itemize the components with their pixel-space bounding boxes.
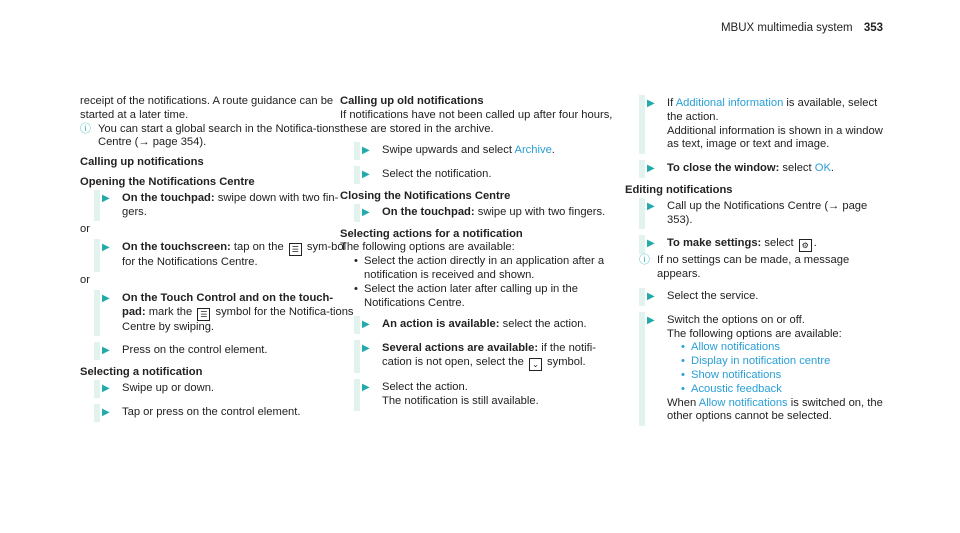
heading-actions: Selecting actions for a notification <box>340 227 523 240</box>
step-arrow-icon: ▶ <box>647 238 655 250</box>
step-close-touchpad: ▶ On the touchpad: swipe up with two fingers. <box>354 204 615 222</box>
step-select-notification: ▶ Select the notification. <box>354 166 615 184</box>
step-arrow-icon: ▶ <box>647 98 655 109</box>
column-3 <box>625 95 885 426</box>
step-call-up: ▶ Call up the Notifications Centre (→ page 353). <box>639 198 885 230</box>
option-show-notifications[interactable]: • Show notifications <box>681 369 885 383</box>
heading-calling-up: Calling up notifications <box>80 156 204 169</box>
step-arrow-icon: ▶ <box>647 163 655 175</box>
info-note: ⓘ If no settings can be made, a message appears. <box>639 254 850 281</box>
page-number: 353 <box>863 22 883 34</box>
step-switch-options: ▶ Switch the options on or off. The following options are available: • Allow notifications • Display in notification centre • Show notifications • Acoustic feedback When Allow notifications is switched on, the other options cannot be selected. <box>639 312 885 426</box>
step-archive: ▶ Swipe upwards and select Archive. <box>354 142 615 160</box>
or-label: or <box>80 223 90 236</box>
manual-title: MBUX multimedia system <box>720 22 853 34</box>
step-arrow-icon: ▶ <box>362 381 370 393</box>
step-arrow-icon: ▶ <box>102 382 110 394</box>
step-arrow-icon: ▶ <box>647 290 655 302</box>
step-arrow-icon: ▶ <box>102 242 110 254</box>
option-allow-notifications[interactable]: • Allow notifications <box>681 341 885 355</box>
allow-notifications-link[interactable]: Allow notifications <box>698 396 788 409</box>
column-2 <box>340 95 615 411</box>
step-arrow-icon: ▶ <box>102 192 110 204</box>
heading-old: Calling up old notifications <box>340 95 484 107</box>
step-touchscreen: ▶ On the touchscreen: tap on the ☰ sym-bol for the Notifications Centre. <box>94 239 355 272</box>
step-arrow-icon: ▶ <box>362 169 370 181</box>
expand-icon: ⌄ <box>529 358 542 371</box>
intro-text: receipt of the notifications. A route guidance can be started at a later time. <box>80 95 334 121</box>
list-item: • Select the action later after calling up in the Notifications Centre. <box>354 283 615 311</box>
notifications-centre-icon: ☰ <box>289 243 302 256</box>
step-press: ▶ Press on the control element. <box>94 342 355 360</box>
step-arrow-icon: ▶ <box>647 200 655 212</box>
column-1 <box>80 95 355 422</box>
option-display-in-centre[interactable]: • Display in notification centre <box>681 355 885 369</box>
step-tap: ▶ Tap or press on the control element. <box>94 404 355 422</box>
step-make-settings: ▶ To make settings: select ⚙ . <box>639 235 885 254</box>
step-swipe: ▶ Swipe up or down. <box>94 380 355 398</box>
info-note: ⓘ You can start a global search in the Notifica-tions Centre (→ page 354). <box>80 122 341 149</box>
notifications-centre-icon: ☰ <box>197 308 210 321</box>
archive-link[interactable]: Archive <box>514 144 552 157</box>
step-select-service: ▶ Select the service. <box>639 288 885 306</box>
step-arrow-icon: ▶ <box>102 292 110 304</box>
step-touch-control: ▶ On the Touch Control and on the touch-pad: mark the ☰ symbol for the Notifica-tions Centre by swiping. <box>94 290 355 337</box>
step-arrow-icon: ▶ <box>362 206 370 218</box>
info-icon: ⓘ <box>639 254 650 267</box>
step-arrow-icon: ▶ <box>362 343 370 355</box>
step-arrow-icon: ▶ <box>362 145 370 157</box>
additional-info-link[interactable]: Additional information <box>675 97 784 109</box>
heading-editing: Editing notifications <box>625 183 733 196</box>
heading-closing: Closing the Notifications Centre <box>340 189 511 202</box>
old-text: If notifications have not been called up after four hours, these are stored in the archive. <box>340 108 613 135</box>
actions-list <box>340 255 615 310</box>
step-additional-info: ▶ If Additional information is available, select the action. Additional information is shown in a window as text, image or text and image. <box>639 95 885 154</box>
options-list <box>667 341 885 396</box>
step-several-actions: ▶ Several actions are available: if the notifi-cation is not open, select the ⌄ symbol. <box>354 340 615 373</box>
gear-icon: ⚙ <box>799 239 812 252</box>
step-touchpad: ▶ On the touchpad: swipe down with two fin-gers. <box>94 190 355 222</box>
heading-opening: Opening the Notifications Centre <box>80 175 255 188</box>
info-icon: ⓘ <box>80 122 91 135</box>
heading-selecting: Selecting a notification <box>80 366 203 379</box>
actions-text: The following options are available: <box>340 241 515 254</box>
step-arrow-icon: ▶ <box>102 345 110 357</box>
ok-link[interactable]: OK <box>814 162 831 175</box>
step-arrow-icon: ▶ <box>647 314 655 326</box>
or-label: or <box>80 273 90 286</box>
step-arrow-icon: ▶ <box>102 406 110 418</box>
list-item: • Select the action directly in an application after a notification is received and shown. <box>354 255 615 283</box>
option-acoustic-feedback[interactable]: • Acoustic feedback <box>681 383 885 397</box>
page-header <box>721 22 883 36</box>
step-arrow-icon: ▶ <box>362 319 370 331</box>
step-select-action: ▶ Select the action. The notification is still available. <box>354 379 615 411</box>
step-action-available: ▶ An action is available: select the action. <box>354 316 615 334</box>
step-close-window: ▶ To close the window: select OK. <box>639 160 885 178</box>
